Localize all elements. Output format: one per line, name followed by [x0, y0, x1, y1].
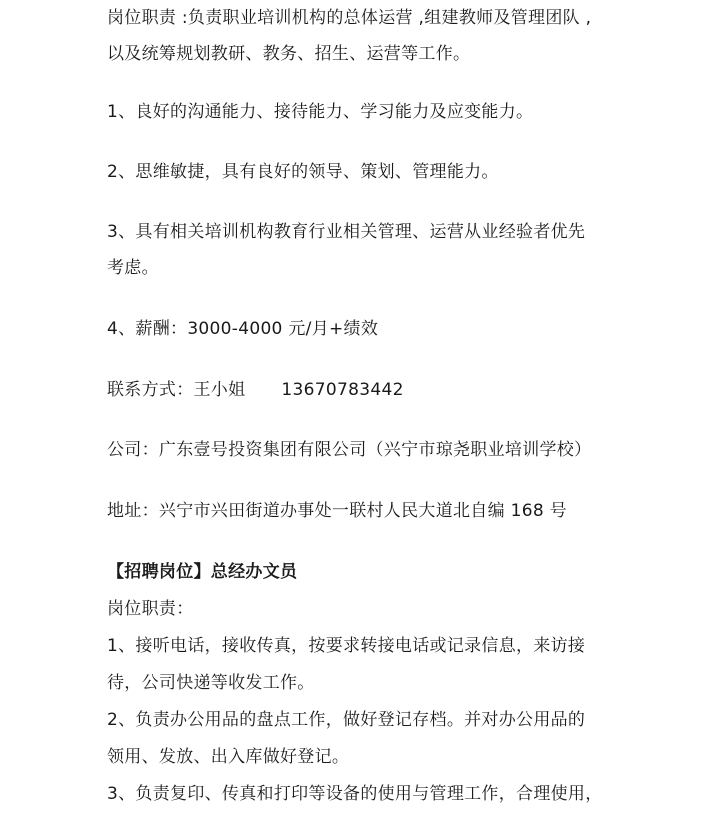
- duty-item-2-line-1: 2、负责办公用品的盘点工作，做好登记存档。并对办公用品的: [107, 710, 586, 730]
- duty-item-1-line-1: 1、接听电话，接收传真，按要求转接电话或记录信息，来访接: [107, 636, 586, 656]
- requirement-3-line-2: 考虑。: [107, 258, 159, 278]
- duty-label: 岗位职责：: [107, 599, 194, 619]
- salary-line: 4、薪酬：3000-4000 元/月+绩效: [107, 319, 379, 339]
- duty-text-line-2: 以及统筹规划教研、教务、招生、运营等工作。: [107, 44, 471, 64]
- contact-label: 联系方式：王小姐: [107, 380, 246, 400]
- requirement-2: 2、思维敏捷，具有良好的领导、策划、管理能力。: [107, 162, 499, 182]
- requirement-1: 1、良好的沟通能力、接待能力、学习能力及应变能力。: [107, 102, 534, 122]
- duty-text-line-1: 岗位职责 :负责职业培训机构的总体运营 ,组建教师及管理团队 ,: [107, 8, 592, 28]
- company-line: 公司：广东壹号投资集团有限公司（兴宁市琼尧职业培训学校）: [107, 440, 592, 460]
- duty-item-1-line-2: 待，公司快递等收发工作。: [107, 673, 315, 693]
- position-heading: 【招聘岗位】总经办文员: [107, 562, 298, 582]
- duty-item-2-line-2: 领用、发放、出入库做好登记。: [107, 747, 350, 767]
- requirement-3-line-1: 3、具有相关培训机构教育行业相关管理、运营从业经验者优先: [107, 222, 586, 242]
- address-line: 地址：兴宁市兴田街道办事处一联村人民大道北自编 168 号: [107, 501, 567, 521]
- contact-line: [107, 378, 404, 402]
- contact-phone: 13670783442: [281, 380, 404, 400]
- duty-item-3-line-1: 3、负责复印、传真和打印等设备的使用与管理工作，合理使用，: [107, 784, 603, 804]
